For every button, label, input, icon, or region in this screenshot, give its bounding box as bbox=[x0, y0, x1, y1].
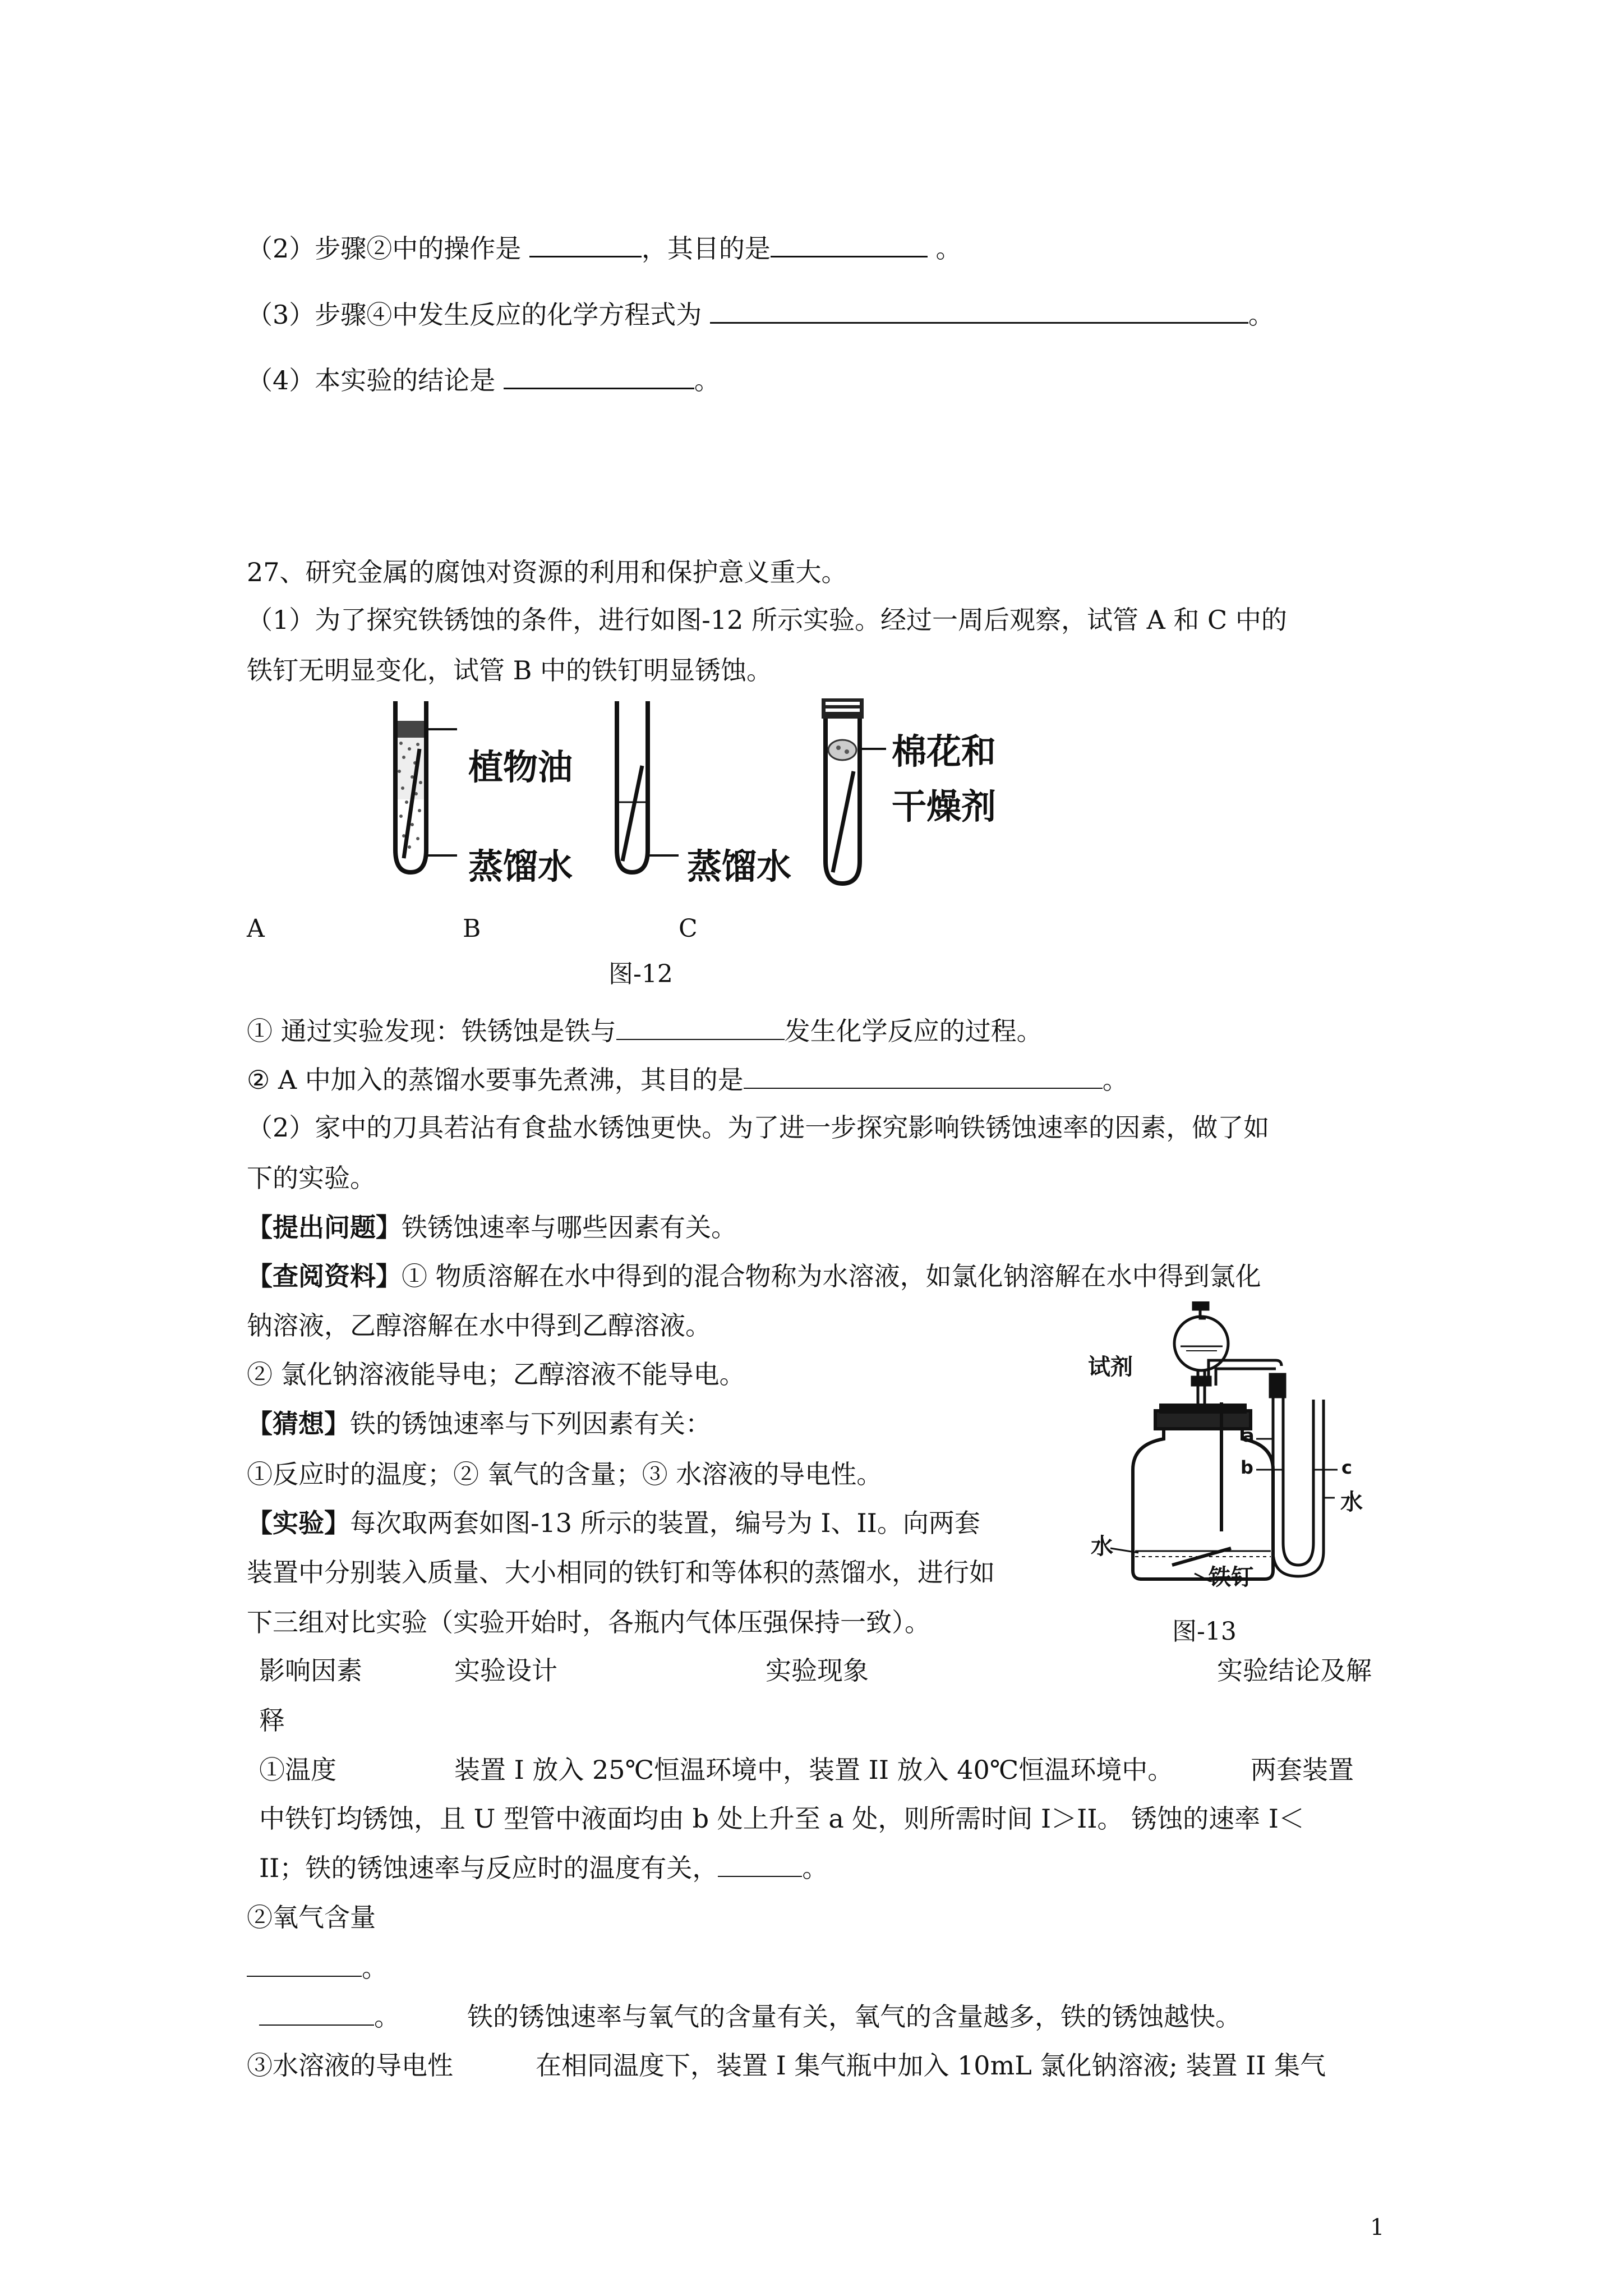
q27-q1b-text: ② A 中加入的蒸馏水要事先煮沸，其目的是 bbox=[247, 1065, 744, 1095]
header-conclusion-cont: 释 bbox=[259, 1705, 285, 1736]
row3-factor: ③水溶液的导电性 bbox=[247, 2050, 453, 2081]
q27-question bbox=[247, 1211, 1391, 1244]
q27-p2-line2: 下的实验。 bbox=[247, 1163, 376, 1193]
q27-guess-line2: ①反应时的温度；② 氧气的含量；③ 水溶液的导电性。 bbox=[247, 1459, 883, 1489]
row1-line2: 中铁钉均锈蚀，且 U 型管中液面均由 b 处上升至 a 处，则所需时间 I＞II。 锈蚀的速率 I＜ bbox=[259, 1803, 1304, 1834]
tube-label-a: A bbox=[247, 914, 265, 943]
label-reagent: 试剂 bbox=[1088, 1354, 1133, 1380]
row2-factor: ②氧气含量 bbox=[247, 1902, 376, 1932]
row2-line2-post: 。 bbox=[362, 1953, 388, 1983]
q26-step2 bbox=[247, 230, 1391, 265]
q27-info-line1 bbox=[247, 1259, 1391, 1293]
question-text: 铁锈蚀速率与哪些因素有关。 bbox=[402, 1212, 737, 1243]
row2-line3-post: 。 bbox=[374, 2001, 400, 2032]
info-tag: 【查阅资料】 bbox=[247, 1261, 402, 1291]
header-observation: 实验现象 bbox=[766, 1655, 869, 1686]
row2-conclusion: 铁的锈蚀速率与氧气的含量有关，氧气的含量越多，铁的锈蚀越快。 bbox=[467, 2001, 1241, 2032]
info-text: ① 物质溶解在水中得到的混合物称为水溶液，如氯化钠溶解在水中得到氯化 bbox=[402, 1261, 1261, 1291]
q26-step2-mid: ，其目的是 bbox=[641, 233, 771, 264]
q27-info-line3: ② 氯化钠溶液能导电；乙醇溶液不能导电。 bbox=[247, 1359, 745, 1389]
q27-p2-line1: （2）家中的刀具若沾有食盐水锈蚀更快。为了进一步探究影响铁锈蚀速率的因素，做了如 bbox=[247, 1112, 1270, 1143]
row1-line3 bbox=[259, 1851, 1403, 1885]
row1-observation-pre: 两套装置 bbox=[1251, 1755, 1354, 1785]
q26-step2-post: 。 bbox=[927, 233, 962, 264]
q27-experiment-line3: 下三组对比实验（实验开始时，各瓶内气体压强保持一致）。 bbox=[247, 1607, 930, 1637]
answer-blank bbox=[504, 362, 694, 389]
q27-q1b bbox=[247, 1063, 1391, 1097]
tube-label-b: B bbox=[463, 914, 481, 943]
tube-c bbox=[822, 698, 886, 884]
tube-b bbox=[617, 701, 679, 872]
label-vegetable-oil: 植物油 bbox=[468, 747, 573, 788]
q26-step2-text: （2）步骤②中的操作是 bbox=[247, 233, 529, 264]
answer-blank bbox=[771, 230, 928, 257]
q27-title: 27、研究金属的腐蚀对资源的利用和保护意义重大。 bbox=[247, 557, 847, 587]
header-factor: 影响因素 bbox=[259, 1655, 362, 1686]
q27-p1-line1: （1）为了探究铁锈蚀的条件，进行如图-12 所示实验。经过一周后观察，试管 A 和 C 中的 bbox=[247, 605, 1287, 635]
guess-text: 铁的锈蚀速率与下列因素有关： bbox=[350, 1409, 711, 1439]
label-water-right: 水 bbox=[1340, 1489, 1363, 1515]
answer-blank bbox=[710, 296, 1248, 324]
q27-p1-line2: 铁钉无明显变化，试管 B 中的铁钉明显锈蚀。 bbox=[247, 655, 773, 685]
q26-step3-text: （3）步骤④中发生反应的化学方程式为 bbox=[247, 300, 710, 330]
label-distilled-water-a: 蒸馏水 bbox=[468, 846, 573, 887]
q26-step3-post: 。 bbox=[1248, 300, 1274, 330]
q26-step4 bbox=[247, 362, 1391, 397]
q26-step4-text: （4）本实验的结论是 bbox=[247, 365, 504, 395]
header-design: 实验设计 bbox=[454, 1655, 557, 1686]
row1-factor: ①温度 bbox=[259, 1755, 336, 1785]
experiment-tag: 【实验】 bbox=[247, 1508, 350, 1538]
label-desiccant: 干燥剂 bbox=[892, 786, 997, 827]
tube-label-c: C bbox=[679, 914, 698, 943]
label-water-left: 水 bbox=[1091, 1534, 1113, 1559]
question-tag: 【提出问题】 bbox=[247, 1212, 402, 1243]
page-number: 1 bbox=[1370, 2215, 1385, 2240]
answer-blank bbox=[616, 1014, 785, 1040]
experiment-text: 每次取两套如图-13 所示的装置，编号为 I、II。向两套 bbox=[350, 1508, 980, 1538]
answer-blank bbox=[529, 230, 642, 257]
q27-info-line2: 钠溶液，乙醇溶解在水中得到乙醇溶液。 bbox=[247, 1310, 711, 1341]
label-distilled-water-b: 蒸馏水 bbox=[687, 846, 792, 887]
answer-blank bbox=[247, 1951, 362, 1977]
tube-a bbox=[395, 701, 457, 872]
answer-blank bbox=[718, 1851, 802, 1877]
label-a: a bbox=[1242, 1425, 1255, 1446]
q27-q1a-text: ① 通过实验发现：铁锈蚀是铁与 bbox=[247, 1016, 616, 1046]
row1-design: 装置 I 放入 25℃恒温环境中，装置 II 放入 40℃恒温环境中。 bbox=[454, 1755, 1174, 1785]
row1-line3-post: 。 bbox=[802, 1853, 828, 1883]
header-conclusion: 实验结论及解 bbox=[1217, 1655, 1372, 1686]
answer-blank bbox=[259, 2000, 374, 2026]
q27-q1b-post: 。 bbox=[1102, 1065, 1128, 1095]
row3-design: 在相同温度下，装置 I 集气瓶中加入 10mL 氯化钠溶液; 装置 II 集气 bbox=[536, 2050, 1326, 2081]
label-b: b bbox=[1241, 1457, 1253, 1478]
answer-blank bbox=[744, 1063, 1103, 1089]
row2-line3 bbox=[259, 2000, 1403, 2033]
row1-line3-text: II；铁的锈蚀速率与反应时的温度有关， bbox=[259, 1853, 718, 1883]
q26-step4-post: 。 bbox=[694, 365, 720, 395]
label-c: c bbox=[1341, 1457, 1352, 1478]
guess-tag: 【猜想】 bbox=[247, 1409, 350, 1439]
label-iron-nail: 铁钉 bbox=[1209, 1565, 1253, 1590]
row2-line2 bbox=[247, 1951, 1391, 1985]
label-cotton: 棉花和 bbox=[892, 731, 997, 772]
q27-q1a bbox=[247, 1014, 1391, 1048]
q27-q1a-post: 发生化学反应的过程。 bbox=[784, 1016, 1043, 1046]
q26-step3 bbox=[247, 296, 1391, 332]
figure-13-caption: 图-13 bbox=[1172, 1617, 1237, 1646]
q27-experiment-line2: 装置中分别装入质量、大小相同的铁钉和等体积的蒸馏水，进行如 bbox=[247, 1557, 995, 1588]
figure-12-caption: 图-12 bbox=[608, 960, 673, 988]
